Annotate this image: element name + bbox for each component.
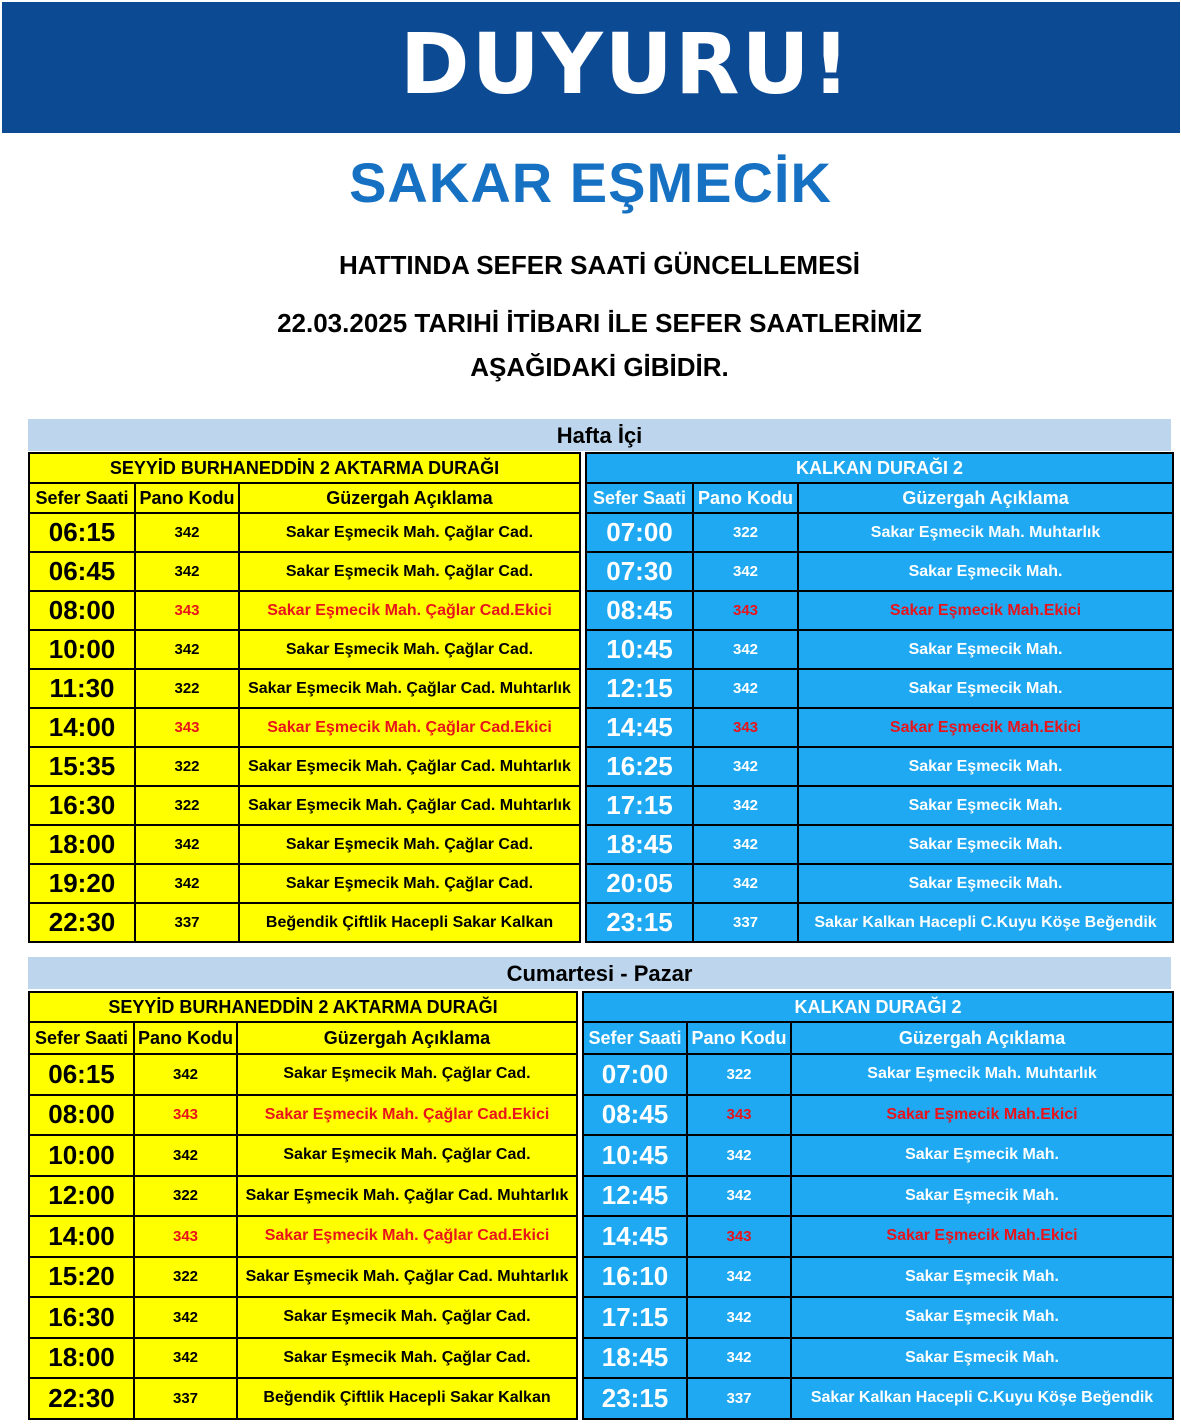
route-code: 322 — [693, 513, 798, 552]
column-header-time: Sefer Saati — [29, 1022, 134, 1054]
schedule-row — [583, 1257, 1173, 1298]
column-header-time: Sefer Saati — [29, 483, 135, 513]
route-code: 342 — [693, 825, 798, 864]
column-header-desc: Güzergah Açıklama — [791, 1022, 1173, 1054]
schedule-row — [583, 1297, 1173, 1338]
weekend-section-header: Cumartesi - Pazar — [28, 957, 1171, 989]
weekend-departures-seyyid — [28, 991, 578, 1420]
departure-time: 06:15 — [29, 513, 135, 552]
route-description: Sakar Eşmecik Mah. Çağlar Cad.Ekici — [239, 591, 580, 630]
departure-time: 15:20 — [29, 1257, 134, 1298]
route-description: Sakar Eşmecik Mah. Çağlar Cad. Muhtarlık — [237, 1257, 577, 1298]
schedule-row — [29, 825, 580, 864]
departure-time: 10:00 — [29, 1135, 134, 1176]
departure-time: 08:45 — [583, 1095, 687, 1136]
route-description: Sakar Eşmecik Mah.Ekici — [791, 1216, 1173, 1257]
route-code: 342 — [135, 513, 239, 552]
departure-time: 12:00 — [29, 1176, 134, 1217]
route-description: Sakar Eşmecik Mah. — [791, 1176, 1173, 1217]
departure-time: 06:15 — [29, 1054, 134, 1095]
schedule-row — [583, 1338, 1173, 1379]
schedule-row — [29, 1095, 577, 1136]
route-code: 342 — [693, 630, 798, 669]
route-description: Sakar Eşmecik Mah. — [798, 552, 1173, 591]
route-description: Sakar Eşmecik Mah. Çağlar Cad.Ekici — [237, 1216, 577, 1257]
route-description: Sakar Eşmecik Mah. Çağlar Cad. — [237, 1135, 577, 1176]
departure-time: 10:45 — [583, 1135, 687, 1176]
stop-name: SEYYİD BURHANEDDİN 2 AKTARMA DURAĞI — [29, 453, 580, 483]
route-description: Sakar Eşmecik Mah. Çağlar Cad. — [239, 552, 580, 591]
departure-time: 16:25 — [586, 747, 693, 786]
route-description: Sakar Eşmecik Mah. Çağlar Cad. — [239, 864, 580, 903]
departure-time: 08:00 — [29, 591, 135, 630]
route-code: 342 — [135, 552, 239, 591]
departure-time: 22:30 — [29, 903, 135, 942]
schedule-row — [586, 747, 1173, 786]
route-code: 342 — [687, 1338, 791, 1379]
column-header-desc: Güzergah Açıklama — [237, 1022, 577, 1054]
departure-time: 14:45 — [583, 1216, 687, 1257]
schedule-row — [29, 1176, 577, 1217]
route-code: 322 — [134, 1257, 237, 1298]
schedule-row — [583, 1095, 1173, 1136]
route-code: 337 — [693, 903, 798, 942]
schedule-row — [29, 1338, 577, 1379]
route-description: Sakar Eşmecik Mah. Çağlar Cad. — [239, 825, 580, 864]
route-code: 342 — [693, 669, 798, 708]
route-code: 342 — [135, 825, 239, 864]
route-description: Sakar Eşmecik Mah. Çağlar Cad. — [239, 513, 580, 552]
schedule-row — [29, 786, 580, 825]
departure-time: 18:45 — [586, 825, 693, 864]
route-code: 322 — [687, 1054, 791, 1095]
route-description: Sakar Eşmecik Mah.Ekici — [798, 591, 1173, 630]
weekday-departures-kalkan — [585, 452, 1174, 943]
route-code: 342 — [135, 630, 239, 669]
departure-time: 20:05 — [586, 864, 693, 903]
route-description: Sakar Eşmecik Mah. Çağlar Cad.Ekici — [239, 708, 580, 747]
route-code: 343 — [135, 708, 239, 747]
departure-time: 19:20 — [29, 864, 135, 903]
departure-time: 18:00 — [29, 1338, 134, 1379]
column-header-code: Pano Kodu — [134, 1022, 237, 1054]
route-code: 342 — [687, 1176, 791, 1217]
schedule-row — [29, 591, 580, 630]
column-header-time: Sefer Saati — [586, 483, 693, 513]
schedule-row — [586, 630, 1173, 669]
subtitle: HATTINDA SEFER SAATİ GÜNCELLEMESİ — [339, 250, 860, 280]
route-code: 343 — [687, 1216, 791, 1257]
schedule-row — [29, 1297, 577, 1338]
schedule-row — [29, 513, 580, 552]
stop-name: SEYYİD BURHANEDDİN 2 AKTARMA DURAĞI — [29, 992, 577, 1022]
schedule-row — [586, 708, 1173, 747]
column-header-desc: Güzergah Açıklama — [798, 483, 1173, 513]
route-description: Sakar Eşmecik Mah. Çağlar Cad. Muhtarlık — [239, 786, 580, 825]
schedule-row — [29, 552, 580, 591]
departure-time: 15:35 — [29, 747, 135, 786]
schedule-row — [583, 1216, 1173, 1257]
departure-time: 17:15 — [586, 786, 693, 825]
schedule-row — [29, 1378, 577, 1419]
route-code: 342 — [135, 864, 239, 903]
route-code: 322 — [134, 1176, 237, 1217]
route-description: Sakar Eşmecik Mah. Çağlar Cad. — [237, 1054, 577, 1095]
route-description: Sakar Eşmecik Mah. — [798, 747, 1173, 786]
route-description: Sakar Eşmecik Mah. Çağlar Cad. Muhtarlık — [239, 669, 580, 708]
route-code: 343 — [134, 1216, 237, 1257]
route-code: 342 — [134, 1297, 237, 1338]
route-description: Sakar Eşmecik Mah. — [798, 825, 1173, 864]
departure-time: 10:45 — [586, 630, 693, 669]
schedule-row — [29, 903, 580, 942]
schedule-row — [583, 1378, 1173, 1419]
route-description: Sakar Eşmecik Mah. Çağlar Cad. Muhtarlık — [239, 747, 580, 786]
departure-time: 07:00 — [583, 1054, 687, 1095]
departure-time: 06:45 — [29, 552, 135, 591]
schedule-row — [586, 552, 1173, 591]
schedule-row — [29, 669, 580, 708]
schedule-row — [586, 903, 1173, 942]
banner-title: DUYURU! — [399, 14, 853, 113]
route-description: Sakar Kalkan Hacepli C.Kuyu Köşe Beğendik — [791, 1378, 1173, 1419]
route-description: Sakar Eşmecik Mah. — [798, 786, 1173, 825]
route-code: 343 — [135, 591, 239, 630]
route-code: 342 — [687, 1297, 791, 1338]
schedule-row — [583, 1054, 1173, 1095]
notice-line-1: 22.03.2025 TARIHİ İTİBARI İLE SEFER SAATLERİMİZ — [277, 308, 922, 338]
schedule-row — [29, 864, 580, 903]
route-code: 343 — [693, 708, 798, 747]
route-code: 337 — [135, 903, 239, 942]
route-description: Sakar Eşmecik Mah. — [791, 1338, 1173, 1379]
schedule-row — [586, 825, 1173, 864]
departure-time: 14:00 — [29, 1216, 134, 1257]
route-code: 342 — [134, 1338, 237, 1379]
schedule-row — [586, 864, 1173, 903]
route-description: Sakar Eşmecik Mah. Çağlar Cad.Ekici — [237, 1095, 577, 1136]
route-code: 342 — [687, 1257, 791, 1298]
schedule-row — [29, 1054, 577, 1095]
route-description: Sakar Eşmecik Mah. Muhtarlık — [791, 1054, 1173, 1095]
schedule-row — [29, 1216, 577, 1257]
route-description: Sakar Eşmecik Mah.Ekici — [798, 708, 1173, 747]
schedule-row — [29, 1135, 577, 1176]
route-code: 342 — [693, 552, 798, 591]
departure-time: 11:30 — [29, 669, 135, 708]
schedule-row — [29, 630, 580, 669]
departure-time: 17:15 — [583, 1297, 687, 1338]
stop-name: KALKAN DURAĞI 2 — [583, 992, 1173, 1022]
route-code: 342 — [687, 1135, 791, 1176]
route-description: Sakar Eşmecik Mah. Çağlar Cad. Muhtarlık — [237, 1176, 577, 1217]
route-code: 322 — [135, 669, 239, 708]
weekday-departures-seyyid — [28, 452, 581, 943]
departure-time: 12:45 — [583, 1176, 687, 1217]
route-code: 322 — [135, 747, 239, 786]
departure-time: 10:00 — [29, 630, 135, 669]
route-code: 343 — [693, 591, 798, 630]
schedule-row — [586, 669, 1173, 708]
departure-time: 08:45 — [586, 591, 693, 630]
route-code: 337 — [134, 1378, 237, 1419]
departure-time: 18:45 — [583, 1338, 687, 1379]
route-code: 342 — [693, 786, 798, 825]
route-description: Sakar Eşmecik Mah. Muhtarlık — [798, 513, 1173, 552]
route-code: 342 — [693, 747, 798, 786]
departure-time: 16:10 — [583, 1257, 687, 1298]
route-description: Sakar Eşmecik Mah. — [791, 1257, 1173, 1298]
schedule-row — [583, 1135, 1173, 1176]
route-description: Sakar Kalkan Hacepli C.Kuyu Köşe Beğendik — [798, 903, 1173, 942]
route-description: Sakar Eşmecik Mah. — [798, 864, 1173, 903]
notice-line-2: AŞAĞIDAKİ GİBİDİR. — [470, 352, 729, 382]
departure-time: 23:15 — [583, 1378, 687, 1419]
route-code: 322 — [135, 786, 239, 825]
column-header-code: Pano Kodu — [693, 483, 798, 513]
departure-time: 12:15 — [586, 669, 693, 708]
schedule-row — [583, 1176, 1173, 1217]
column-header-code: Pano Kodu — [135, 483, 239, 513]
schedule-row — [29, 708, 580, 747]
weekday-section-header: Hafta İçi — [28, 419, 1171, 451]
column-header-code: Pano Kodu — [687, 1022, 791, 1054]
route-code: 342 — [134, 1054, 237, 1095]
announcement-banner — [2, 2, 1180, 133]
route-code: 342 — [693, 864, 798, 903]
route-description: Sakar Eşmecik Mah. — [791, 1135, 1173, 1176]
departure-time: 14:00 — [29, 708, 135, 747]
route-description: Sakar Eşmecik Mah. — [798, 630, 1173, 669]
column-header-desc: Güzergah Açıklama — [239, 483, 580, 513]
route-description: Sakar Eşmecik Mah. — [798, 669, 1173, 708]
departure-time: 16:30 — [29, 786, 135, 825]
route-code: 342 — [134, 1135, 237, 1176]
departure-time: 22:30 — [29, 1378, 134, 1419]
route-description: Sakar Eşmecik Mah. Çağlar Cad. — [239, 630, 580, 669]
route-description: Sakar Eşmecik Mah. — [791, 1297, 1173, 1338]
schedule-row — [586, 591, 1173, 630]
route-code: 343 — [134, 1095, 237, 1136]
route-description: Beğendik Çiftlik Hacepli Sakar Kalkan — [237, 1378, 577, 1419]
departure-time: 23:15 — [586, 903, 693, 942]
schedule-row — [586, 513, 1173, 552]
route-description: Sakar Eşmecik Mah. Çağlar Cad. — [237, 1297, 577, 1338]
departure-time: 14:45 — [586, 708, 693, 747]
schedule-row — [29, 747, 580, 786]
stop-name: KALKAN DURAĞI 2 — [586, 453, 1173, 483]
route-description: Sakar Eşmecik Mah.Ekici — [791, 1095, 1173, 1136]
route-code: 337 — [687, 1378, 791, 1419]
route-code: 343 — [687, 1095, 791, 1136]
schedule-row — [586, 786, 1173, 825]
schedule-row — [29, 1257, 577, 1298]
route-name: SAKAR EŞMECİK — [349, 151, 832, 214]
departure-time: 08:00 — [29, 1095, 134, 1136]
route-description: Sakar Eşmecik Mah. Çağlar Cad. — [237, 1338, 577, 1379]
column-header-time: Sefer Saati — [583, 1022, 687, 1054]
departure-time: 16:30 — [29, 1297, 134, 1338]
route-description: Beğendik Çiftlik Hacepli Sakar Kalkan — [239, 903, 580, 942]
departure-time: 18:00 — [29, 825, 135, 864]
weekend-departures-kalkan — [582, 991, 1174, 1420]
departure-time: 07:30 — [586, 552, 693, 591]
departure-time: 07:00 — [586, 513, 693, 552]
